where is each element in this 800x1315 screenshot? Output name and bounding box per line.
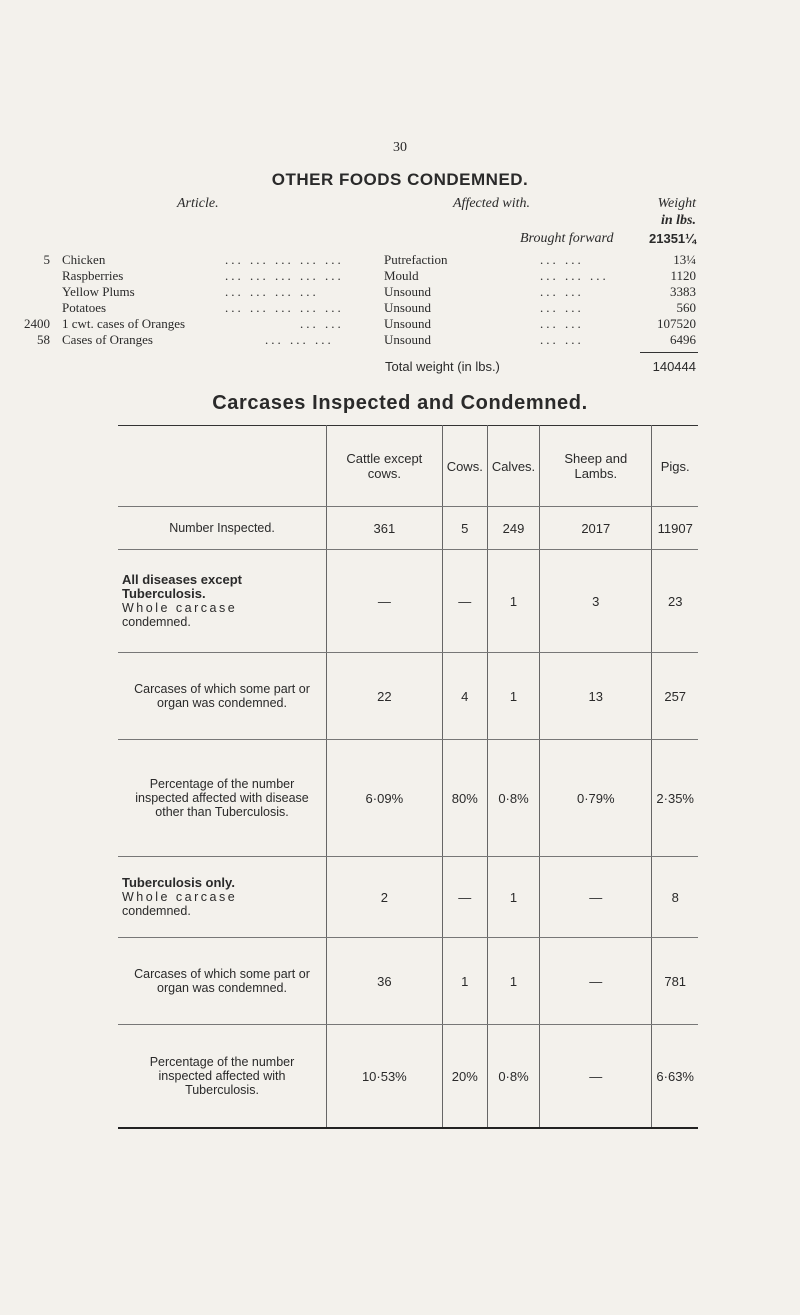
column-header: Cows. — [442, 426, 487, 507]
row-heading: Tuberculosis only. — [122, 875, 235, 890]
cell: 6·09% — [327, 740, 443, 857]
cell: 23 — [652, 550, 698, 653]
food-weight: 6496 — [670, 332, 696, 347]
cell: 8 — [652, 857, 698, 938]
total-label: Total weight (in lbs.) — [385, 359, 500, 374]
leader-dots: ... ... ... ... — [225, 284, 319, 299]
food-article: Potatoes — [62, 300, 107, 315]
row-label-text: condemned. — [122, 904, 191, 918]
food-article: Chicken — [62, 252, 106, 267]
table-row — [118, 857, 698, 938]
row-label: Number Inspected. — [118, 507, 327, 550]
cell: 11907 — [652, 507, 698, 550]
food-affected: Unsound — [384, 316, 431, 331]
cell: 20% — [442, 1025, 487, 1129]
cell: 361 — [327, 507, 443, 550]
cell: 4 — [442, 653, 487, 740]
total-rule — [640, 352, 698, 353]
food-affected: Mould — [384, 268, 419, 283]
carcases-table — [118, 425, 698, 1129]
table-row — [118, 740, 698, 857]
leader-dots: ... ... — [540, 316, 584, 331]
brought-forward-label: Brought forward — [520, 231, 614, 246]
cell: 80% — [442, 740, 487, 857]
row-label: Percentage of the number inspected affected with Tuberculosis. — [118, 1025, 327, 1129]
food-weight: 3383 — [670, 284, 696, 299]
food-weight: 107520 — [657, 316, 696, 331]
article-header: Article. — [177, 196, 219, 211]
food-weight: 560 — [676, 300, 696, 315]
row-label: Percentage of the number inspected affected with disease other than Tuberculosis. — [118, 740, 327, 857]
food-qty: 5 — [43, 252, 50, 267]
cell: 0·8% — [487, 1025, 539, 1129]
cell: 22 — [327, 653, 443, 740]
leader-dots: ... ... — [540, 252, 584, 267]
cell: — — [540, 938, 652, 1025]
cell: 257 — [652, 653, 698, 740]
foods-title: OTHER FOODS CONDEMNED. — [271, 170, 529, 189]
table-row — [118, 550, 698, 653]
column-header: Pigs. — [652, 426, 698, 507]
leader-dots: ... ... — [540, 284, 584, 299]
page-number: 30 — [393, 140, 407, 155]
row-label — [118, 857, 327, 938]
table-row — [118, 653, 698, 740]
food-weight: 13¼ — [673, 252, 696, 267]
table-row — [118, 507, 698, 550]
cell: 13 — [540, 653, 652, 740]
cell: 3 — [540, 550, 652, 653]
row-label — [118, 550, 327, 653]
weight-header-1: Weight — [657, 196, 696, 211]
cell: — — [442, 550, 487, 653]
row-label: Carcases of which some part or organ was condemned. — [118, 938, 327, 1025]
row-label-spaced: Whole carcase — [122, 601, 238, 615]
cell: — — [540, 1025, 652, 1129]
cell: — — [327, 550, 443, 653]
column-header: Sheep and Lambs. — [540, 426, 652, 507]
cell: 1 — [487, 550, 539, 653]
cell: 36 — [327, 938, 443, 1025]
table-header-row — [118, 426, 698, 507]
leader-dots: ... ... ... ... ... — [225, 268, 344, 283]
table-row — [118, 1025, 698, 1129]
food-article: Cases of Oranges — [62, 332, 153, 347]
food-article: 1 cwt. cases of Oranges — [62, 316, 186, 331]
cell: 249 — [487, 507, 539, 550]
weight-header-2: in lbs. — [660, 213, 696, 228]
food-row — [0, 332, 800, 350]
cell: — — [540, 857, 652, 938]
food-affected: Unsound — [384, 300, 431, 315]
carcases-title: Carcases Inspected and Condemned. — [212, 392, 588, 414]
blank-header — [118, 426, 327, 507]
row-label-spaced: Whole carcase — [122, 890, 238, 904]
cell: 0·8% — [487, 740, 539, 857]
cell: 1 — [487, 938, 539, 1025]
row-label-text: condemned. — [122, 615, 191, 629]
leader-dots: ... ... — [300, 316, 344, 331]
cell: 2·35% — [652, 740, 698, 857]
row-label: Carcases of which some part or organ was condemned. — [118, 653, 327, 740]
food-affected: Unsound — [384, 284, 431, 299]
leader-dots: ... ... ... — [265, 332, 334, 347]
cell: 1 — [487, 857, 539, 938]
food-article: Raspberries — [62, 268, 124, 283]
cell: 2017 — [540, 507, 652, 550]
column-header: Cattle except cows. — [327, 426, 443, 507]
food-weight: 1120 — [670, 268, 696, 283]
table-row — [118, 938, 698, 1025]
cell: — — [442, 857, 487, 938]
leader-dots: ... ... ... ... ... — [225, 300, 344, 315]
food-qty: 2400 — [24, 316, 50, 331]
cell: 1 — [487, 653, 539, 740]
cell: 2 — [327, 857, 443, 938]
brought-forward-value: 21351¼ — [649, 231, 696, 246]
cell: 781 — [652, 938, 698, 1025]
cell: 1 — [442, 938, 487, 1025]
food-article: Yellow Plums — [62, 284, 135, 299]
food-qty: 58 — [37, 332, 50, 347]
food-affected: Unsound — [384, 332, 431, 347]
row-heading: All diseases except Tuberculosis. — [122, 572, 242, 601]
food-affected: Putrefaction — [384, 252, 448, 267]
cell: 10·53% — [327, 1025, 443, 1129]
total-value: 140444 — [652, 359, 696, 374]
leader-dots: ... ... — [540, 300, 584, 315]
leader-dots: ... ... — [540, 332, 584, 347]
cell: 6·63% — [652, 1025, 698, 1129]
cell: 5 — [442, 507, 487, 550]
leader-dots: ... ... ... ... ... — [225, 252, 344, 267]
leader-dots: ... ... ... — [540, 268, 609, 283]
column-header: Calves. — [487, 426, 539, 507]
cell: 0·79% — [540, 740, 652, 857]
affected-header: Affected with. — [453, 196, 530, 211]
